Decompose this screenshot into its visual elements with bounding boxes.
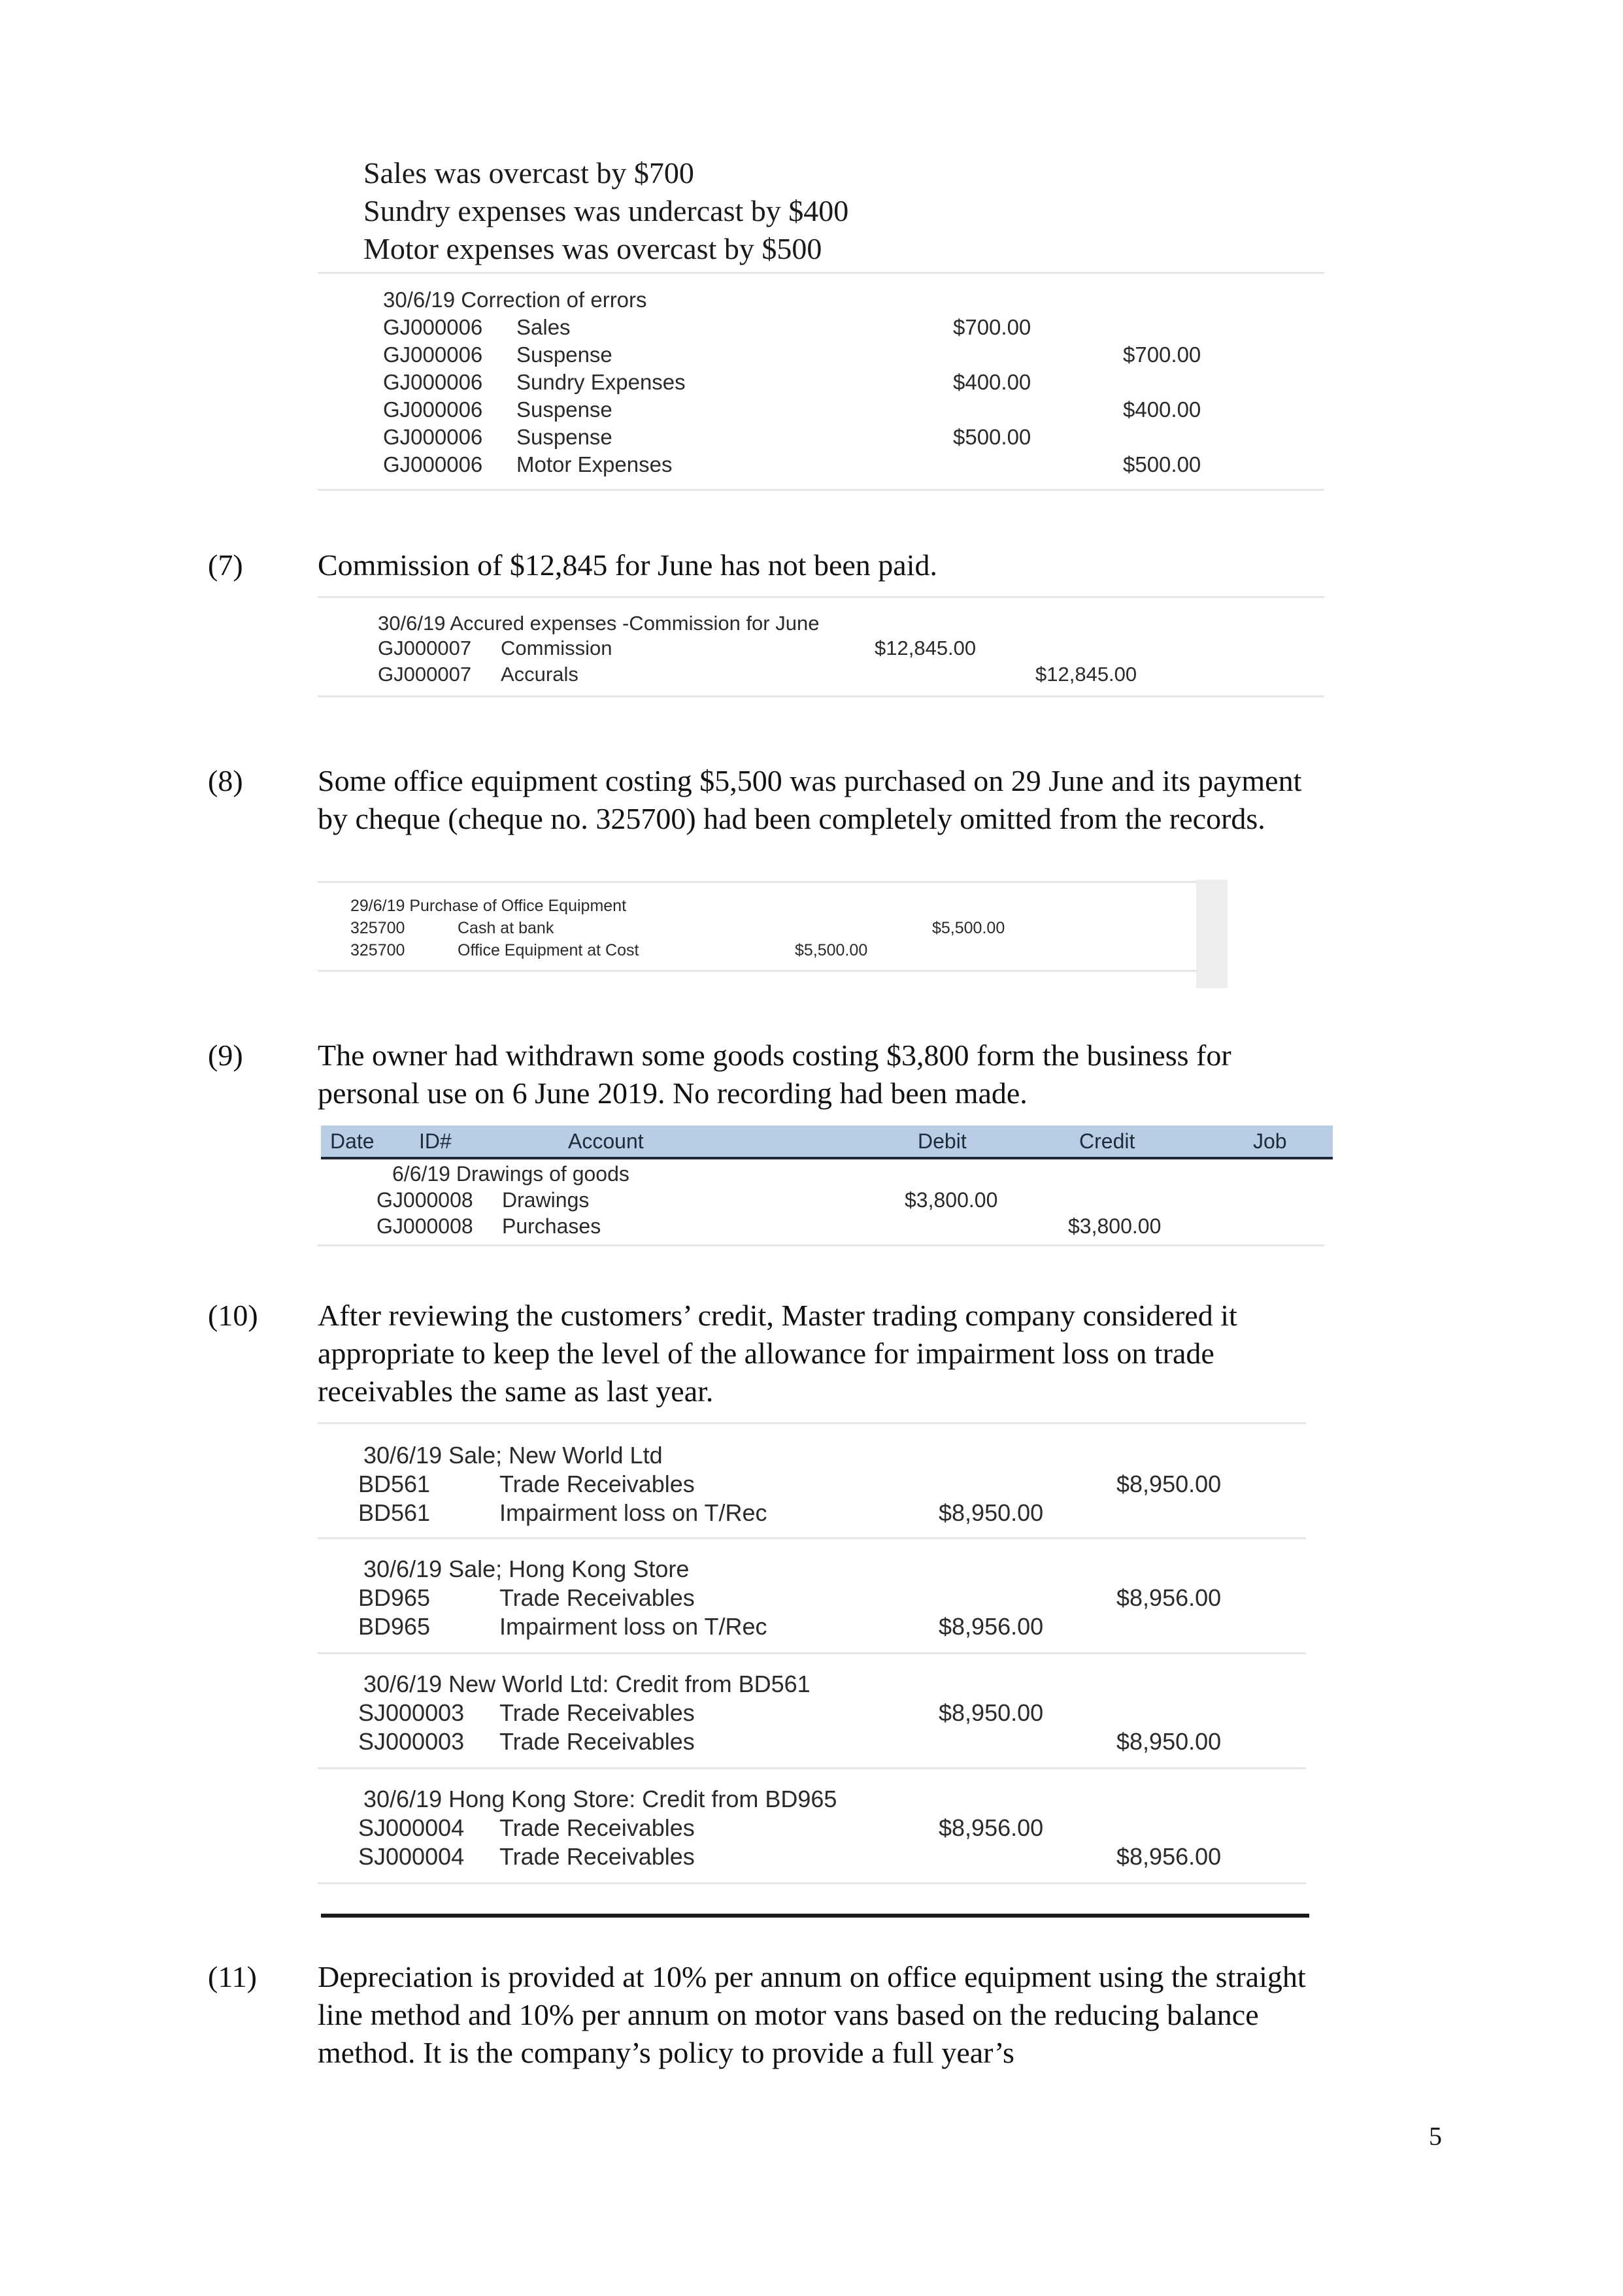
row-debit: $700.00: [953, 315, 1031, 339]
journal-column-header: [321, 1125, 1333, 1159]
row-debit: $500.00: [953, 425, 1031, 449]
journal-row: [383, 315, 1298, 342]
top-line-1: Sales was overcast by $700: [363, 156, 694, 190]
divider: [318, 272, 1324, 274]
row-id: GJ000006: [383, 397, 483, 422]
row-debit: $8,950.00: [939, 1699, 1044, 1726]
journal-row: [358, 1699, 1273, 1727]
journal-row: [383, 452, 1298, 480]
journal-row: [376, 1214, 1292, 1242]
row-id: SJ000004: [358, 1814, 465, 1841]
row-id: GJ000006: [383, 425, 483, 449]
row-amount-b: $5,500.00: [932, 919, 1005, 937]
journal-row: [378, 637, 1293, 664]
item-11-text: Depreciation is provided at 10% per annum on office equipment using the straight line method and 10% per annum on motor vans based on the reducing balance method. It is the company’s policy to provide a full year’s: [318, 1960, 1306, 2069]
row-account: Trade Receivables: [499, 1814, 695, 1841]
row-account: Sundry Expenses: [516, 370, 686, 394]
journal-10-block-4-header: 30/6/19 Hong Kong Store: Credit from BD965: [363, 1786, 837, 1812]
row-account: Cash at bank: [458, 919, 554, 937]
journal-row: [378, 663, 1293, 690]
row-account: Trade Receivables: [499, 1699, 695, 1726]
journal-10-block-1-header: 30/6/19 Sale; New World Ltd: [363, 1442, 663, 1469]
column-job[interactable]: Job: [1253, 1129, 1287, 1153]
row-credit: $8,956.00: [1116, 1843, 1222, 1870]
column-debit[interactable]: Debit: [918, 1129, 967, 1153]
section-end-rule: [321, 1914, 1309, 1918]
journal-row: [358, 1728, 1273, 1755]
row-account: Trade Receivables: [499, 1728, 695, 1755]
column-date[interactable]: Date: [330, 1129, 375, 1153]
journal-7-header: 30/6/19 Accured expenses -Commission for June: [378, 612, 820, 635]
row-debit: $3,800.00: [905, 1188, 998, 1212]
row-credit: $700.00: [1123, 342, 1201, 367]
row-debit: $400.00: [953, 370, 1031, 394]
row-account: Suspense: [516, 425, 612, 449]
row-id: GJ000007: [378, 637, 472, 659]
row-id: BD965: [358, 1613, 431, 1640]
journal-6-header: 30/6/19 Correction of errors: [383, 288, 647, 312]
journal-row: [383, 425, 1298, 452]
row-account: Impairment loss on T/Rec: [499, 1613, 767, 1640]
row-debit: $8,956.00: [939, 1613, 1044, 1640]
row-id: GJ000006: [383, 342, 483, 367]
journal-row: [358, 1584, 1273, 1612]
row-account: Impairment loss on T/Rec: [499, 1499, 767, 1526]
item-number-10: (10): [208, 1299, 258, 1332]
row-credit: $12,845.00: [1035, 663, 1137, 686]
divider: [318, 1537, 1306, 1539]
item-9-text: The owner had withdrawn some goods costing $3,800 form the business for personal use on 6 June 2019. No recording had been made.: [318, 1039, 1231, 1110]
divider: [318, 1767, 1306, 1769]
divider: [318, 596, 1324, 598]
page-number: 5: [1429, 2121, 1442, 2151]
row-debit: $8,956.00: [939, 1814, 1044, 1841]
row-id: 325700: [350, 941, 405, 959]
top-line-3: Motor expenses was overcast by $500: [363, 232, 822, 265]
divider: [318, 1422, 1306, 1424]
journal-row: [358, 1471, 1273, 1498]
row-account: Trade Receivables: [499, 1843, 695, 1870]
row-credit: $8,956.00: [1116, 1584, 1222, 1611]
row-credit: $8,950.00: [1116, 1471, 1222, 1497]
journal-row: [383, 397, 1298, 425]
journal-row: [383, 370, 1298, 397]
item-8-text: Some office equipment costing $5,500 was purchased on 29 June and its payment by cheque (cheque no. 325700) had been completely omitted from the records.: [318, 764, 1302, 835]
row-account: Suspense: [516, 342, 612, 367]
row-account: Trade Receivables: [499, 1584, 695, 1611]
row-amount-a: $5,500.00: [795, 941, 868, 959]
row-account: Drawings: [502, 1188, 590, 1212]
row-debit: $12,845.00: [875, 637, 977, 659]
item-number-7: (7): [208, 548, 243, 582]
journal-row: [358, 1499, 1273, 1527]
journal-10-block-2-header: 30/6/19 Sale; Hong Kong Store: [363, 1556, 690, 1582]
row-id: BD561: [358, 1471, 431, 1497]
row-id: GJ000008: [376, 1214, 473, 1238]
row-id: GJ000006: [383, 452, 483, 476]
item-10-text: After reviewing the customers’ credit, Master trading company considered it appropriate to keep the level of the allowance for impairment loss on trade receivables the same as last year.: [318, 1299, 1237, 1408]
journal-row: [383, 342, 1298, 370]
item-number-9: (9): [208, 1039, 243, 1072]
row-id: GJ000006: [383, 370, 483, 394]
row-credit: $400.00: [1123, 397, 1201, 422]
journal-10-block-3-header: 30/6/19 New World Ltd: Credit from BD561: [363, 1671, 811, 1697]
row-account: Office Equipment at Cost: [458, 941, 639, 959]
column-id[interactable]: ID#: [419, 1129, 452, 1153]
row-id: GJ000006: [383, 315, 483, 339]
row-account: Sales: [516, 315, 571, 339]
row-account: Trade Receivables: [499, 1471, 695, 1497]
divider: [318, 1244, 1324, 1246]
row-id: BD561: [358, 1499, 431, 1526]
scrollbar-strip: [1196, 880, 1228, 988]
journal-row: [358, 1814, 1273, 1842]
item-number-11: (11): [208, 1960, 257, 1993]
top-line-2: Sundry expenses was undercast by $400: [363, 194, 849, 227]
journal-8-header: 29/6/19 Purchase of Office Equipment: [350, 897, 627, 915]
row-id: 325700: [350, 919, 405, 937]
row-account: Motor Expenses: [516, 452, 673, 476]
journal-row: [350, 941, 1135, 969]
row-account: Suspense: [516, 397, 612, 422]
row-credit: $3,800.00: [1068, 1214, 1162, 1238]
row-id: GJ000008: [376, 1188, 473, 1212]
divider: [318, 695, 1324, 697]
journal-row: [358, 1843, 1273, 1871]
row-account: Purchases: [502, 1214, 601, 1238]
divider: [318, 1652, 1306, 1654]
row-account: Commission: [501, 637, 612, 659]
item-7-text: Commission of $12,845 for June has not been paid.: [318, 548, 938, 582]
row-id: GJ000007: [378, 663, 472, 686]
column-credit[interactable]: Credit: [1079, 1129, 1135, 1153]
item-number-8: (8): [208, 764, 243, 797]
row-id: SJ000003: [358, 1699, 465, 1726]
row-id: SJ000004: [358, 1843, 465, 1870]
row-debit: $8,950.00: [939, 1499, 1044, 1526]
divider: [318, 1882, 1306, 1884]
row-credit: $500.00: [1123, 452, 1201, 476]
divider: [318, 489, 1324, 491]
row-account: Accurals: [501, 663, 578, 686]
row-id: BD965: [358, 1584, 431, 1611]
column-account[interactable]: Account: [568, 1129, 644, 1153]
row-id: SJ000003: [358, 1728, 465, 1755]
journal-9-header: 6/6/19 Drawings of goods: [392, 1162, 629, 1186]
journal-row: [358, 1613, 1273, 1640]
journal-row: [376, 1188, 1292, 1216]
row-credit: $8,950.00: [1116, 1728, 1222, 1755]
divider: [318, 881, 1197, 883]
divider: [318, 970, 1197, 972]
